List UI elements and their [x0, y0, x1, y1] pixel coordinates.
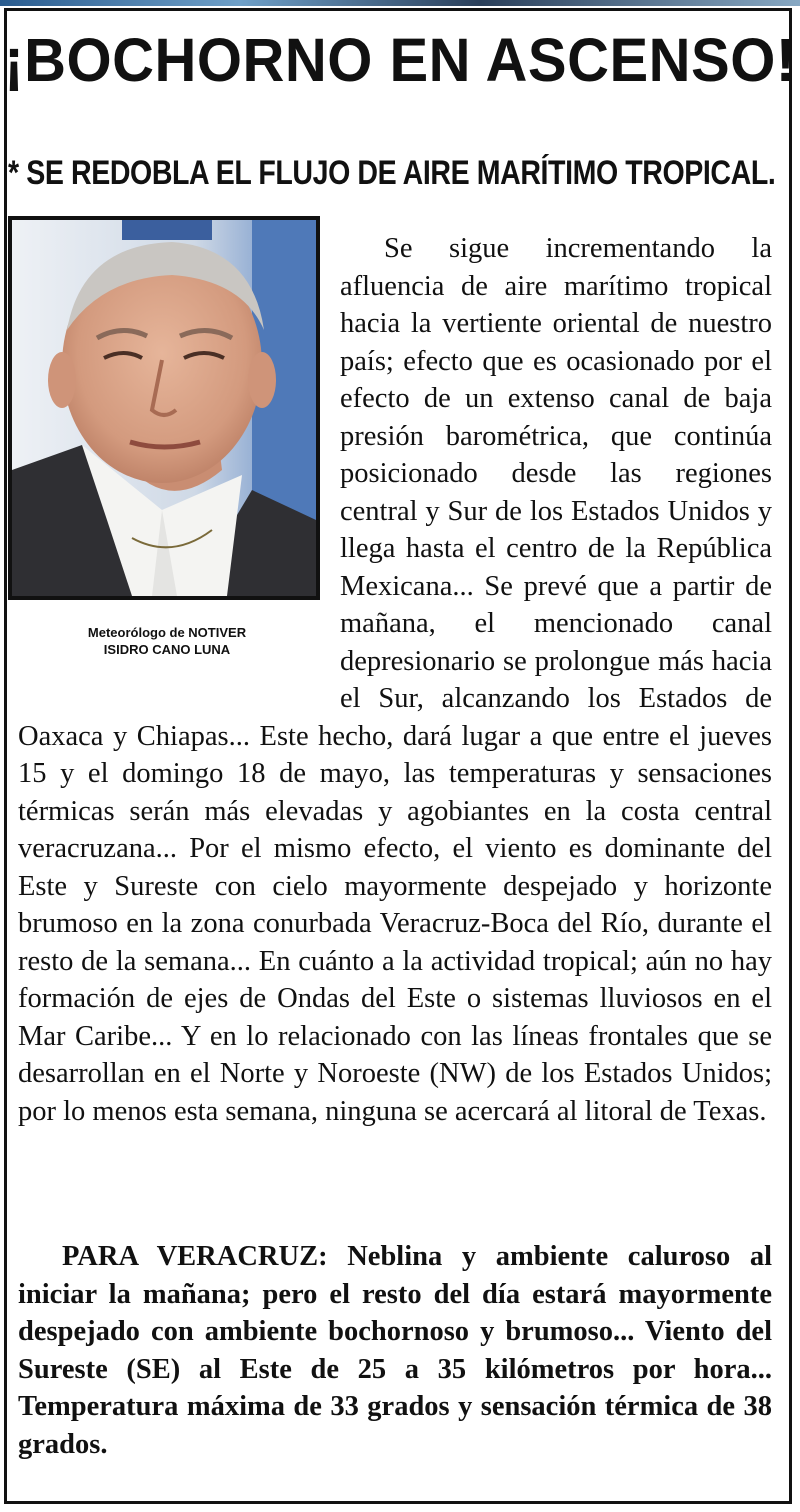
- veracruz-forecast: [18, 1238, 772, 1463]
- photo-wrap-spacer: [18, 230, 340, 685]
- caption-role: Meteorólogo de NOTIVER: [87, 625, 247, 640]
- top-photo-strip: [0, 0, 800, 6]
- caption-name: ISIDRO CANO LUNA: [103, 642, 231, 657]
- body-paragraph: Se sigue incrementando la afluencia de aire marítimo tropical hacia la vertiente oriental de nuestro país; efecto que es ocasionado por el efecto de un extenso canal de baja presión barométrica, que continúa posicionado desde las regiones central y Sur de los Estados Unidos y llega hasta el centro de la República Mexicana... Se prevé que a partir de mañana, el mencionado canal depresionario se prolongue más hacia el Sur, alcanzando los Estados de Oaxaca y Chiapas... Este hecho, dará lugar a que entre el jueves 15 y el domingo 18 de mayo, las temperaturas y sensaciones térmicas serán más elevadas y agobiantes en la costa central veracruzana... Por el mismo efecto, el viento es dominante del Este y Sureste con cielo mayormente despejado y horizonte brumoso en la zona conurbada Veracruz-Boca del Río, durante el resto de la semana... En cuánto a la actividad tropical; aún no hay formación de ejes de Ondas del Este o sistemas lluviosos en el Mar Caribe... Y en lo relacionado con las líneas frontales que se desarrollan en el Norte y Noroeste (NW) de los Estados Unidos; por lo menos esta semana, ninguna se acercará al litoral de Texas.: [18, 233, 772, 1127]
- forecast-paragraph: PARA VERACRUZ: Neblina y ambiente caluroso al iniciar la mañana; pero el resto del día estará mayormente despejado con ambiente bochornoso y brumoso... Viento del Sureste (SE) al Este de 25 a 35 kilómetros por hora... Temperatura máxima de 33 grados y sensación térmica de 38 grados.: [18, 1241, 772, 1460]
- subheadline: * SE REDOBLA EL FLUJO DE AIRE MARÍTIMO TROPICAL.: [8, 154, 776, 192]
- headline: ¡BOCHORNO EN ASCENSO!: [4, 26, 796, 95]
- article-body: [18, 230, 772, 1130]
